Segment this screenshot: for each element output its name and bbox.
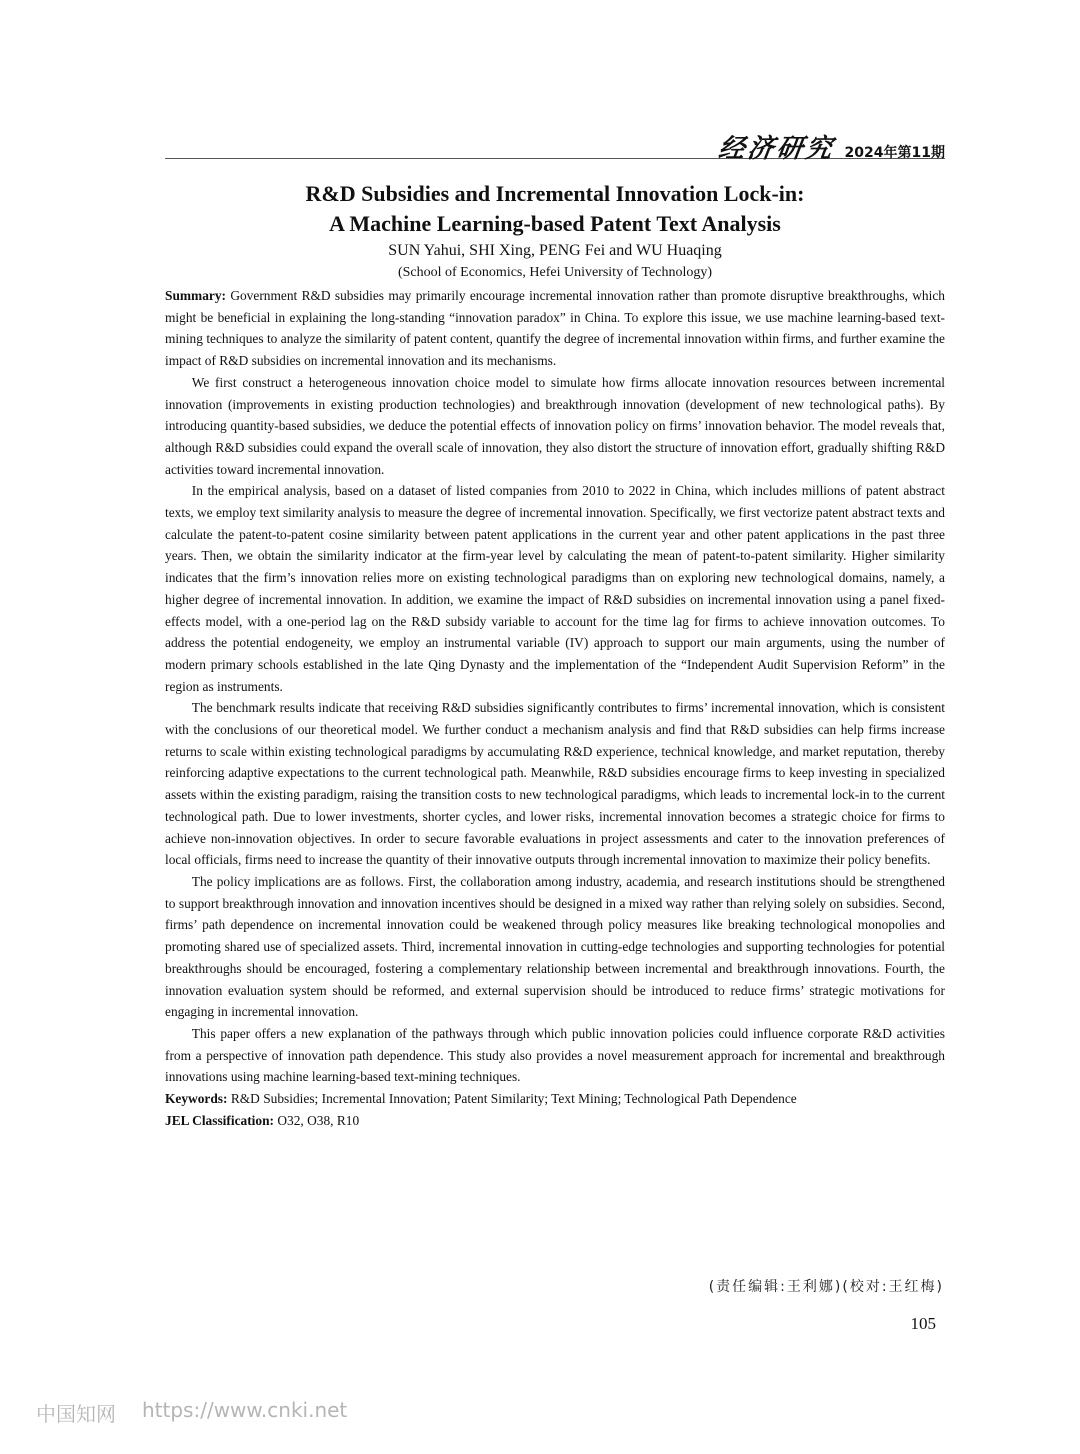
jel-text: O32, O38, R10 (274, 1112, 360, 1128)
keywords-label: Keywords: (165, 1091, 228, 1107)
body-paragraph: The benchmark results indicate that receiving R&D subsidies significantly contributes to firms’ incremental innovation, which is consistent with the conclusions of our theoretical model. We further conduct a mechanism analysis and find that R&D subsidies can help firms increase returns to scale within existing technological paradigms by accumulating R&D experience, technical knowledge, and market reputation, thereby reinforcing adaptive expectations to the current technological path. Meanwhile, R&D subsidies encourage firms to keep investing in specialized assets within the existing paradigm, raising the transition costs to new technological paradigms, which leads to incremental lock-in to the current technological path. Due to lower investments, shorter cycles, and lower risks, incremental innovation becomes a strategic choice for firms to achieve non-innovation objectives. In order to secure favorable evaluations in project assessments and cater to the innovation preferences of local officials, firms need to increase the quantity of their innovative outputs through incremental innovation to maximize their policy benefits. (165, 700, 945, 868)
summary-text: Government R&D subsidies may primarily encourage incremental innovation rather than promote disruptive breakthroughs, which might be beneficial in explaining the long-standing “innovation paradox” in China. To explore this issue, we use machine learning-based text-mining techniques to analyze the similarity of patent content, quantify the degree of incremental innovation within firms, and further examine the impact of R&D subsidies on incremental innovation and its mechanisms. (165, 288, 945, 369)
jel-line (165, 1110, 945, 1132)
cnki-watermark (36, 1398, 347, 1427)
summary-paragraph (165, 285, 945, 372)
body-paragraph: In the empirical analysis, based on a dataset of listed companies from 2010 to 2022 in China, which includes millions of patent abstract texts, we employ text similarity analysis to measure the degree of incremental innovation. Specifically, we first vectorize patent abstract texts and calculate the patent-to-patent cosine similarity between patent applications in the current year and other patent applications in the past three years. Then, we obtain the similarity indicator at the firm-year level by calculating the mean of patent-to-patent similarity. Higher similarity indicates that the firm’s innovation relies more on existing technological paradigms than on exploring new technological domains, namely, a higher degree of incremental innovation. In addition, we examine the impact of R&D subsidies on incremental innovation using a panel fixed-effects model, with a one-period lag on the R&D subsidy variable to account for the time lag for firms to achieve innovation outcomes. To address the potential endogeneity, we employ an instrumental variable (IV) approach to support our main arguments, using the number of modern primary schools established in the late Qing Dynasty and the implementation of the “Independent Audit Supervision Reform” in the region as instruments. (165, 483, 945, 694)
jel-label: JEL Classification: (165, 1112, 274, 1128)
article-title-line-2: A Machine Learning-based Patent Text Analysis (329, 211, 781, 236)
summary-label: Summary: (165, 288, 226, 303)
journal-header (165, 124, 945, 164)
editor-note: (责任编辑:王利娜)(校对:王红梅) (708, 1279, 944, 1295)
watermark-url[interactable]: https://www.cnki.net (142, 1398, 348, 1422)
issue-label: 2024年第11期 (844, 145, 945, 161)
authors: SUN Yahui, SHI Xing, PENG Fei and WU Huaqing (388, 242, 722, 259)
watermark-brand: 中国知网 (36, 1402, 116, 1426)
page-number: 105 (910, 1314, 936, 1333)
body-paragraph: The policy implications are as follows. First, the collaboration among industry, academia, and research institutions should be strengthened to support breakthrough innovation and innovation incentives should be designed in a mixed way rather than relying solely on subsidies. Second, firms’ path dependence on incremental innovation could be weakened through policy measures like breaking technological monopolies and promoting shared use of specialized assets. Third, incremental innovation in cutting-edge technologies and supporting technologies for potential breakthroughs should be encouraged, fostering a complementary relationship between incremental and breakthrough innovations. Fourth, the innovation evaluation system should be reformed, and external supervision should be introduced to reduce firms’ strategic motivations for engaging in incremental innovation. (165, 873, 945, 1020)
journal-name: 经济研究 (716, 134, 837, 164)
body-paragraph: This paper offers a new explanation of the pathways through which public innovation policies could influence corporate R&D activities from a perspective of innovation path dependence. This study also provides a novel measurement approach for incremental and breakthrough innovations using machine learning-based text-mining techniques. (165, 1025, 945, 1085)
abstract-body (165, 285, 945, 1131)
body-paragraph: We first construct a heterogeneous innovation choice model to simulate how firms allocate innovation resources between incremental innovation (improvements in existing production technologies) and breakthrough innovation (development of new technological paths). By introducing quantity-based subsidies, we deduce the potential effects of innovation policy on firms’ innovation behavior. The model reveals that, although R&D subsidies could expand the overall scale of innovation, they also distort the structure of innovation effort, gradually shifting R&D activities toward incremental innovation. (165, 374, 945, 477)
keywords-text: R&D Subsidies; Incremental Innovation; Patent Similarity; Text Mining; Technological Path Dependence (227, 1091, 797, 1107)
journal-brand (716, 128, 945, 165)
article-title-line-1: R&D Subsidies and Incremental Innovation Lock-in: (305, 181, 805, 206)
affiliation: (School of Economics, Hefei University of Technology) (397, 265, 713, 280)
keywords-line (165, 1088, 945, 1110)
